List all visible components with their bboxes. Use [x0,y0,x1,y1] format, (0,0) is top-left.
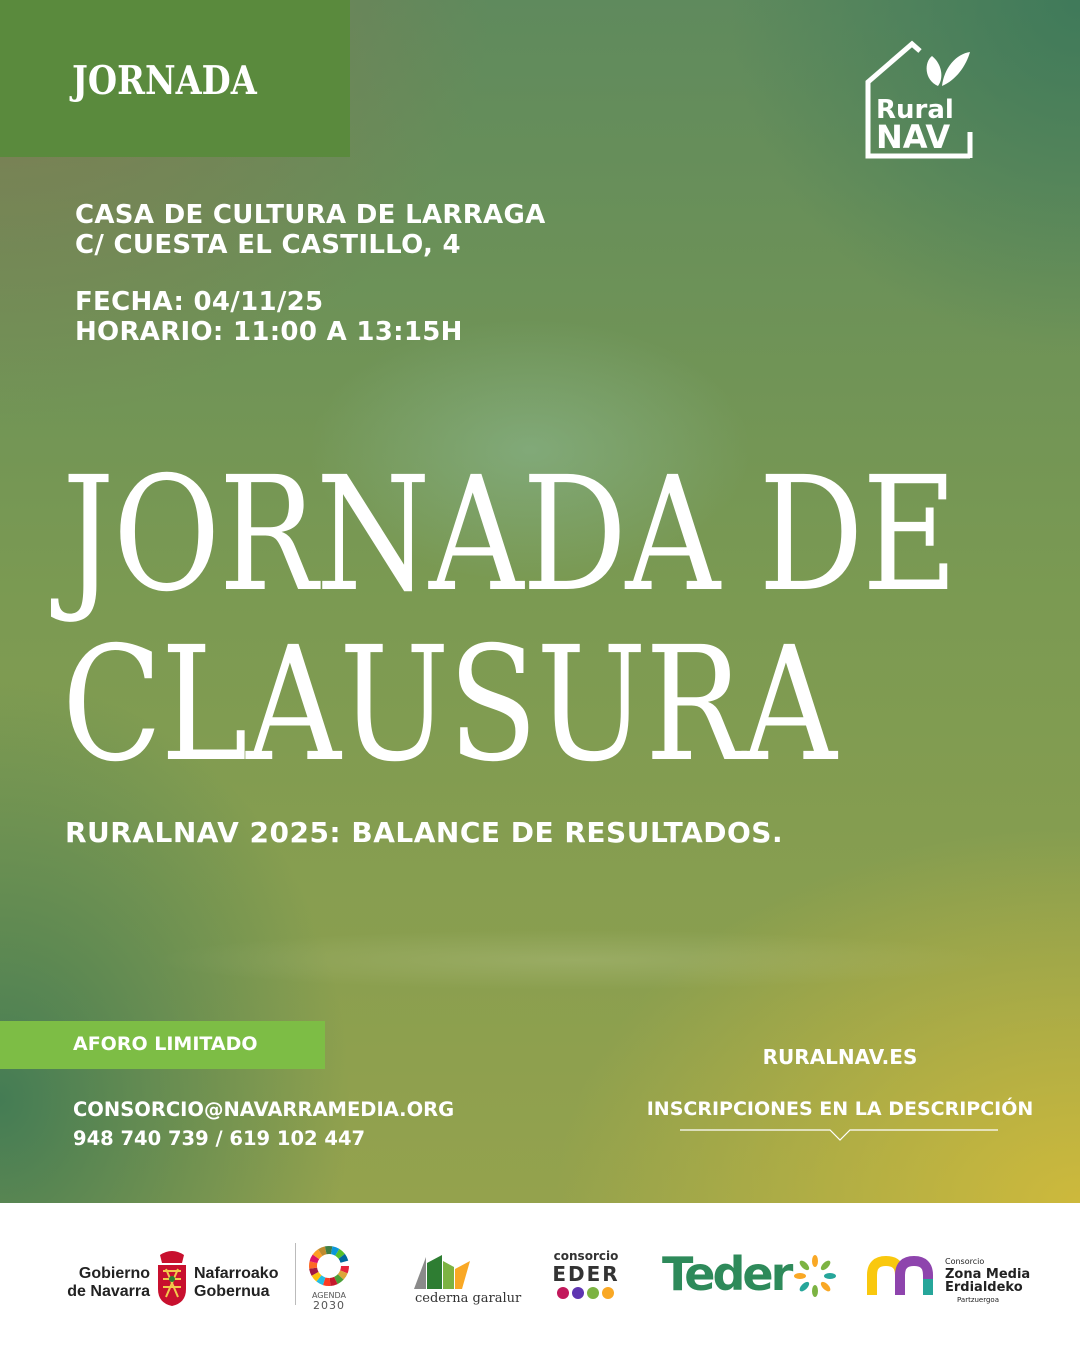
main-title [62,443,957,797]
limited-capacity-banner [0,1021,325,1069]
cederna-text: cederna garalur [415,1291,522,1306]
eder-label: consorcio [553,1249,619,1263]
eder-logo [548,1249,624,1305]
venue-name: CASA DE CULTURA DE LARRAGA [75,200,546,230]
zona-label: Consorcio [945,1257,985,1266]
footer-divider [295,1243,296,1305]
eder-dots-icon [551,1285,621,1301]
zona-partzuergoa: Partzuergoa [957,1296,1000,1304]
sponsors-footer [0,1203,1080,1350]
haze-decoration [150,930,1000,990]
logo-text-nav: NAV [876,118,951,156]
contact-email[interactable]: CONSORCIO@NAVARRAMEDIA.ORG [73,1098,455,1121]
gobierno-left-line2: de Navarra [67,1283,150,1300]
limited-capacity-label: AFORO LIMITADO [73,1033,258,1055]
gobierno-navarra-text [60,1265,150,1301]
divider-pointer [680,1124,1000,1144]
venue-block [75,200,546,260]
event-date: FECHA: 04/11/25 [75,287,324,317]
event-type-label: JORNADA [72,58,257,104]
contact-phones[interactable]: 948 740 739 / 619 102 447 [73,1127,366,1150]
logo-text-rural: Rural [876,95,954,125]
agenda-year: 2030 [313,1299,345,1312]
teder-logo-text: Teder [662,1247,791,1301]
main-title-line2: CLAUSURA [62,613,836,797]
gobierno-left-line1: Gobierno [78,1265,150,1282]
gobierno-euskera-text [194,1265,278,1301]
ruralnav-logo [862,40,974,160]
zona-media-text [945,1255,1030,1307]
event-type-tag [0,0,350,157]
gobierno-right-line1: Nafarroako [194,1265,279,1282]
gobierno-right-line2: Gobernua [194,1283,270,1300]
zona-name-eu: Erdialdeko [945,1280,1023,1295]
event-time: HORARIO: 11:00 A 13:15H [75,317,463,347]
zona-name: Zona Media [945,1267,1031,1282]
website-link[interactable]: RURALNAV.ES [762,1045,918,1069]
zona-media-logo-icon [866,1255,942,1295]
main-title-line1: JORNADA DE [62,443,957,627]
teder-sun-icon [792,1253,838,1299]
cederna-logo-icon [412,1253,472,1293]
eder-name: EDER [552,1262,620,1286]
agenda-2030-wheel-icon [306,1243,352,1289]
venue-address: C/ CUESTA EL CASTILLO, 4 [75,230,461,260]
agenda-2030-text [304,1291,354,1311]
event-subtitle: RURALNAV 2025: BALANCE DE RESULTADOS. [65,816,784,849]
agenda-label: AGENDA [311,1291,347,1300]
registration-note: INSCRIPCIONES EN LA DESCRIPCIÓN [646,1098,1034,1120]
navarra-coat-of-arms-icon [155,1249,189,1307]
schedule-block [75,287,463,347]
